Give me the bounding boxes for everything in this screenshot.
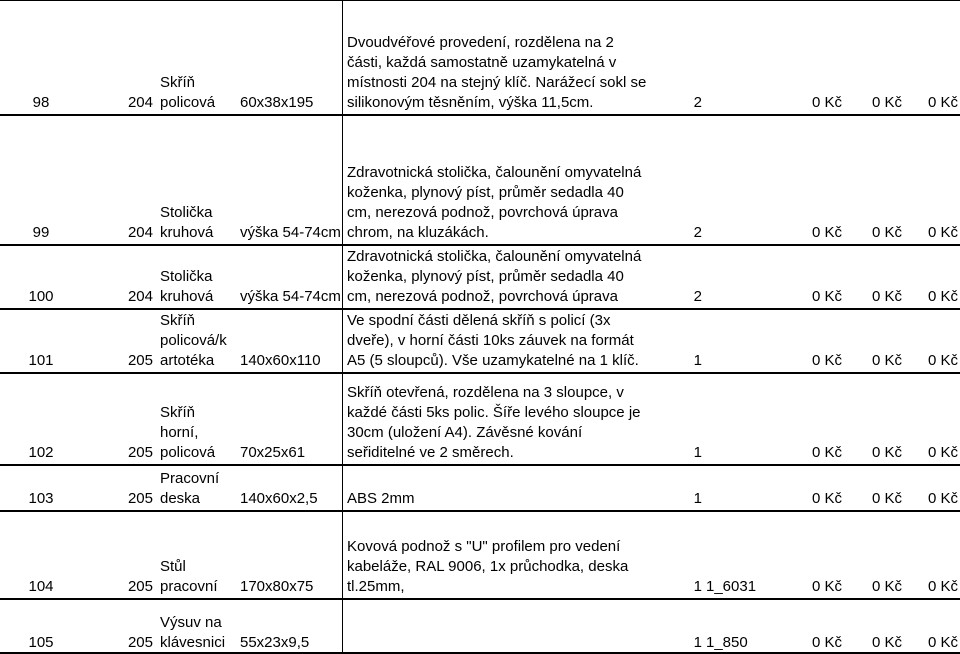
total-price-vat: 0 Kč <box>927 634 958 651</box>
item-name-line: Pracovní <box>160 470 220 487</box>
item-name-line: Stůl <box>160 558 186 575</box>
item-description-line: dveře), v horní části 10ks záuvek na formát <box>347 332 634 349</box>
item-dimensions: 55x23x9,5 <box>240 634 310 651</box>
item-description-line: Ve spodní části dělená skříň s policí (3x <box>347 312 611 329</box>
unit-price: 0 Kč <box>811 352 842 369</box>
item-name-line: policová/k <box>160 332 227 349</box>
item-dimensions: 70x25x61 <box>240 444 306 461</box>
item-quantity: 1 <box>693 634 702 651</box>
item-dimensions: výška 54-74cm <box>240 288 341 305</box>
room-number: 205 <box>127 490 153 507</box>
item-quantity: 1 <box>693 490 702 507</box>
item-dimensions: výška 54-74cm <box>240 224 341 241</box>
total-price: 0 Kč <box>871 490 902 507</box>
item-description-line: tl.25mm, <box>347 578 405 595</box>
item-quantity: 2 <box>693 288 702 305</box>
unit-price: 0 Kč <box>811 94 842 111</box>
room-number: 204 <box>127 288 153 305</box>
unit-price: 0 Kč <box>811 634 842 651</box>
item-name-line: policová <box>160 444 216 461</box>
item-number: 101 <box>28 352 54 369</box>
unit-price: 0 Kč <box>811 288 842 305</box>
item-name-line: pracovní <box>160 578 218 595</box>
item-number: 104 <box>28 578 54 595</box>
item-number: 99 <box>32 224 50 241</box>
item-name-line: policová <box>160 94 216 111</box>
row-border <box>0 598 960 600</box>
total-price-vat: 0 Kč <box>927 352 958 369</box>
item-name-line: kruhová <box>160 288 214 305</box>
item-description-line: chrom, na kluzákách. <box>347 224 489 241</box>
room-number: 205 <box>127 578 153 595</box>
item-name-line: horní, <box>160 424 199 441</box>
total-price: 0 Kč <box>871 578 902 595</box>
item-dimensions: 60x38x195 <box>240 94 314 111</box>
item-number: 98 <box>32 94 50 111</box>
item-name-line: Skříň <box>160 404 196 421</box>
item-description-line: 30cm (uložení A4). Závěsné kování <box>347 424 583 441</box>
row-border <box>0 510 960 512</box>
item-name-line: Výsuv na <box>160 614 222 631</box>
item-description-line: Dvoudvéřové provedení, rozdělena na 2 <box>347 34 614 51</box>
room-number: 205 <box>127 444 153 461</box>
column-border <box>342 0 343 654</box>
item-description-line: silikonovým těsněním, výška 11,5cm. <box>347 94 594 111</box>
item-name-line: kruhová <box>160 224 214 241</box>
room-number: 204 <box>127 94 153 111</box>
total-price: 0 Kč <box>871 288 902 305</box>
item-description-line: Zdravotnická stolička, čalounění omyvatelná <box>347 248 642 265</box>
item-description-line: místnosti 204 na stejný klíč. Narážecí sokl se <box>347 74 647 91</box>
row-border <box>0 244 960 246</box>
item-description-line: koženka, plynový píst, průměr sedadla 40 <box>347 268 624 285</box>
row-border <box>0 0 960 1</box>
item-description-line: Skříň otevřená, rozdělena na 3 sloupce, v <box>347 384 624 401</box>
item-name-line: Stolička <box>160 268 213 285</box>
item-description-line: ABS 2mm <box>347 490 415 507</box>
item-quantity: 1 <box>693 578 702 595</box>
item-name-line: Stolička <box>160 204 213 221</box>
unit-price: 0 Kč <box>811 224 842 241</box>
total-price-vat: 0 Kč <box>927 94 958 111</box>
item-code: 1_850 <box>706 634 748 651</box>
room-number: 204 <box>127 224 153 241</box>
item-description-line: seřiditelné ve 2 směrech. <box>347 444 514 461</box>
item-quantity: 1 <box>693 444 702 461</box>
unit-price: 0 Kč <box>811 444 842 461</box>
total-price-vat: 0 Kč <box>927 490 958 507</box>
item-quantity: 2 <box>693 224 702 241</box>
item-number: 100 <box>28 288 54 305</box>
item-description-line: každé části 5ks polic. Šíře levého sloupce je <box>347 404 641 421</box>
item-code: 1_6031 <box>706 578 757 595</box>
total-price: 0 Kč <box>871 352 902 369</box>
item-quantity: 2 <box>693 94 702 111</box>
row-border <box>0 114 960 116</box>
item-description-line: cm, nerezová podnož, povrchová úprava <box>347 204 618 221</box>
total-price-vat: 0 Kč <box>927 224 958 241</box>
total-price-vat: 0 Kč <box>927 444 958 461</box>
item-dimensions: 170x80x75 <box>240 578 314 595</box>
total-price-vat: 0 Kč <box>927 288 958 305</box>
unit-price: 0 Kč <box>811 578 842 595</box>
item-description-line: cm, nerezová podnož, povrchová úprava <box>347 288 618 305</box>
total-price: 0 Kč <box>871 94 902 111</box>
room-number: 205 <box>127 352 153 369</box>
room-number: 205 <box>127 634 153 651</box>
total-price: 0 Kč <box>871 224 902 241</box>
item-name-line: Skříň <box>160 74 196 91</box>
item-dimensions: 140x60x110 <box>240 352 321 369</box>
item-description-line: Kovová podnož s "U" profilem pro vedení <box>347 538 621 555</box>
row-border <box>0 464 960 466</box>
item-quantity: 1 <box>693 352 702 369</box>
item-name-line: deska <box>160 490 201 507</box>
item-number: 105 <box>28 634 54 651</box>
total-price-vat: 0 Kč <box>927 578 958 595</box>
item-dimensions: 140x60x2,5 <box>240 490 318 507</box>
item-description-line: kabeláže, RAL 9006, 1x průchodka, deska <box>347 558 629 575</box>
unit-price: 0 Kč <box>811 490 842 507</box>
row-border <box>0 372 960 374</box>
total-price: 0 Kč <box>871 444 902 461</box>
item-name-line: Skříň <box>160 312 196 329</box>
item-name-line: artotéka <box>160 352 215 369</box>
item-description-line: koženka, plynový píst, průměr sedadla 40 <box>347 184 624 201</box>
item-number: 102 <box>28 444 54 461</box>
item-description-line: A5 (5 sloupců). Vše uzamykatelné na 1 klíč. <box>347 352 639 369</box>
item-description-line: Zdravotnická stolička, čalounění omyvatelná <box>347 164 642 181</box>
item-name-line: klávesnici <box>160 634 226 651</box>
total-price: 0 Kč <box>871 634 902 651</box>
item-number: 103 <box>28 490 54 507</box>
row-border <box>0 308 960 310</box>
item-description-line: části, každá samostatně uzamykatelná v <box>347 54 617 71</box>
